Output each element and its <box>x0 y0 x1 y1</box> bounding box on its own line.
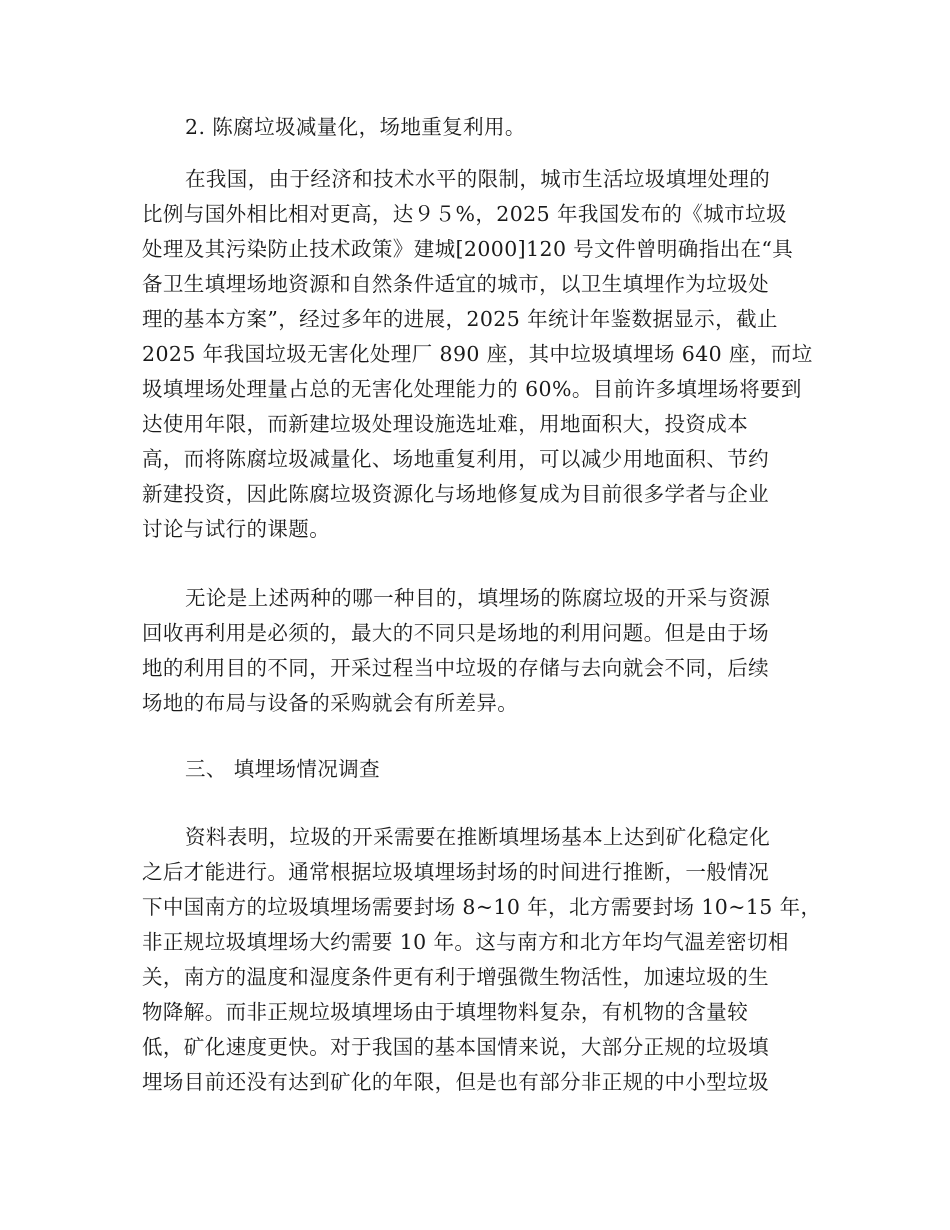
paragraph-2-line-4: 场地的布局与设备的采购就会有所差异。 <box>142 691 519 715</box>
paragraph-1-line-7: 圾填埋场处理量占总的无害化处理能力的 60%。目前许多填埋场将要到 <box>142 377 802 401</box>
paragraph-1-line-8: 达使用年限，而新建垃圾处理设施选址难，用地面积大，投资成本 <box>142 412 749 436</box>
section-heading-3: 三、 填埋场情况调查 <box>185 757 381 781</box>
paragraph-1-line-5: 理的基本方案”，经过多年的进展，2025 年统计年鉴数据显示，截止 <box>142 307 778 331</box>
paragraph-1-line-3: 处理及其污染防止技术政策》建城[2000]120 号文件曾明确指出在“具 <box>142 237 794 261</box>
paragraph-3-line-3: 下中国南方的垃圾填埋场需要封场 8~10 年，北方需要封场 10~15 年， <box>142 895 822 919</box>
paragraph-1-line-10: 新建投资，因此陈腐垃圾资源化与场地修复成为目前很多学者与企业 <box>142 482 769 506</box>
paragraph-1-line-6: 2025 年我国垃圾无害化处理厂 890 座，其中垃圾填埋场 640 座，而垃 <box>142 342 813 366</box>
paragraph-1-line-2: 比例与国外相比相对更高，达９５%，2025 年我国发布的《城市垃圾 <box>142 202 787 226</box>
section-heading-2: 2. 陈腐垃圾减量化，场地重复利用。 <box>185 115 526 139</box>
paragraph-1-line-1: 在我国，由于经济和技术水平的限制，城市生活垃圾填埋处理的 <box>185 167 771 191</box>
paragraph-3-line-4: 非正规垃圾填埋场大约需要 10 年。这与南方和北方年均气温差密切相 <box>142 930 789 954</box>
paragraph-2-line-2: 回收再利用是必须的，最大的不同只是场地的利用问题。但是由于场 <box>142 621 769 645</box>
paragraph-3-line-6: 物降解。而非正规垃圾填埋场由于填埋物料复杂，有机物的含量较 <box>142 1000 749 1024</box>
paragraph-3-line-8: 埋场目前还没有达到矿化的年限，但是也有部分非正规的中小型垃圾 <box>142 1070 769 1094</box>
paragraph-3-line-5: 关，南方的温度和湿度条件更有利于增强微生物活性，加速垃圾的生 <box>142 965 769 989</box>
paragraph-3-line-2: 之后才能进行。通常根据垃圾填埋场封场的时间进行推断，一般情况 <box>142 860 769 884</box>
paragraph-1-line-9: 高，而将陈腐垃圾减量化、场地重复利用，可以减少用地面积、节约 <box>142 447 769 471</box>
paragraph-3-line-1: 资料表明，垃圾的开采需要在推断填埋场基本上达到矿化稳定化 <box>185 825 771 849</box>
paragraph-2-line-3: 地的利用目的不同，开采过程当中垃圾的存储与去向就会不同，后续 <box>142 656 769 680</box>
paragraph-1-line-4: 备卫生填埋场地资源和自然条件适宜的城市，以卫生填埋作为垃圾处 <box>142 272 769 296</box>
paragraph-3-line-7: 低，矿化速度更快。对于我国的基本国情来说，大部分正规的垃圾填 <box>142 1035 769 1059</box>
paragraph-2-line-1: 无论是上述两种的哪一种目的，填埋场的陈腐垃圾的开采与资源 <box>185 586 771 610</box>
paragraph-1-line-11: 讨论与试行的课题。 <box>142 517 331 541</box>
